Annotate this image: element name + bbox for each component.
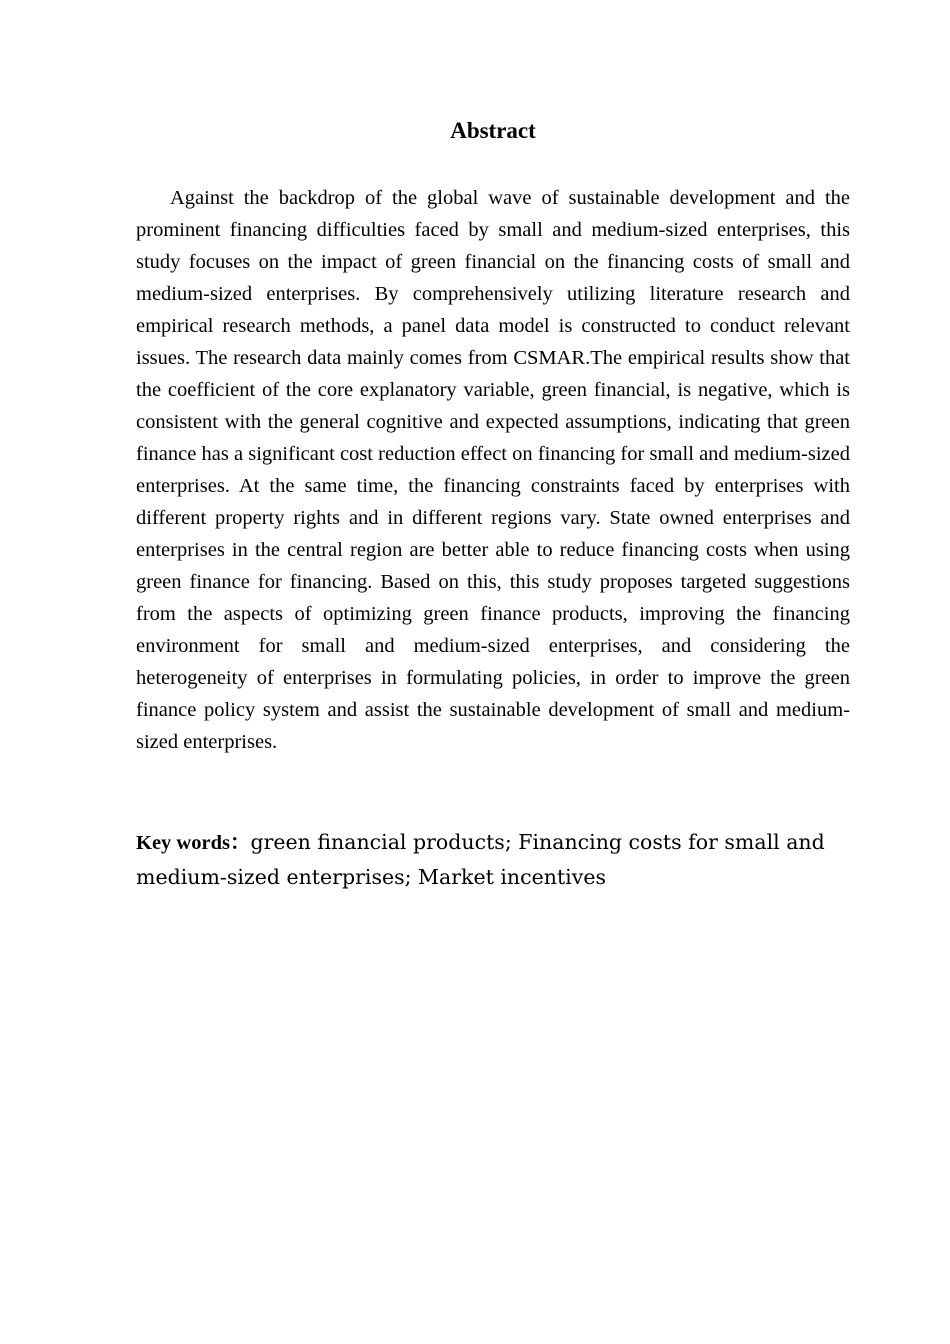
keywords-line — [136, 826, 850, 896]
abstract-body: Against the backdrop of the global wave of sustainable development and the prominent financing difficulties faced by small and medium-sized enterprises, this study focuses on the impact of green financial on the financing costs of small and medium-sized enterprises. By comprehensively utilizing literature research and empirical research methods, a panel data model is constructed to conduct relevant issues. The research data mainly comes from CSMAR.The empirical results show that the coefficient of the core explanatory variable, green financial, is negative, which is consistent with the general cognitive and expected assumptions, indicating that green finance has a significant cost reduction effect on financing for small and medium-sized enterprises. At the same time, the financing constraints faced by enterprises with different property rights and in different regions vary. State owned enterprises and enterprises in the central region are better able to reduce financing costs when using green finance for financing. Based on this, this study proposes targeted suggestions from the aspects of optimizing green finance products, improving the financing environment for small and medium-sized enterprises, and considering the heterogeneity of enterprises in formulating policies, in order to improve the green finance policy system and assist the sustainable development of small and medium-sized enterprises. — [136, 187, 850, 753]
keywords-label: Key words： — [136, 832, 251, 854]
abstract-title: Abstract — [450, 118, 536, 143]
keywords-text: green financial products; Financing costs for small and medium-sized enterprises; Market incentives — [136, 830, 825, 889]
